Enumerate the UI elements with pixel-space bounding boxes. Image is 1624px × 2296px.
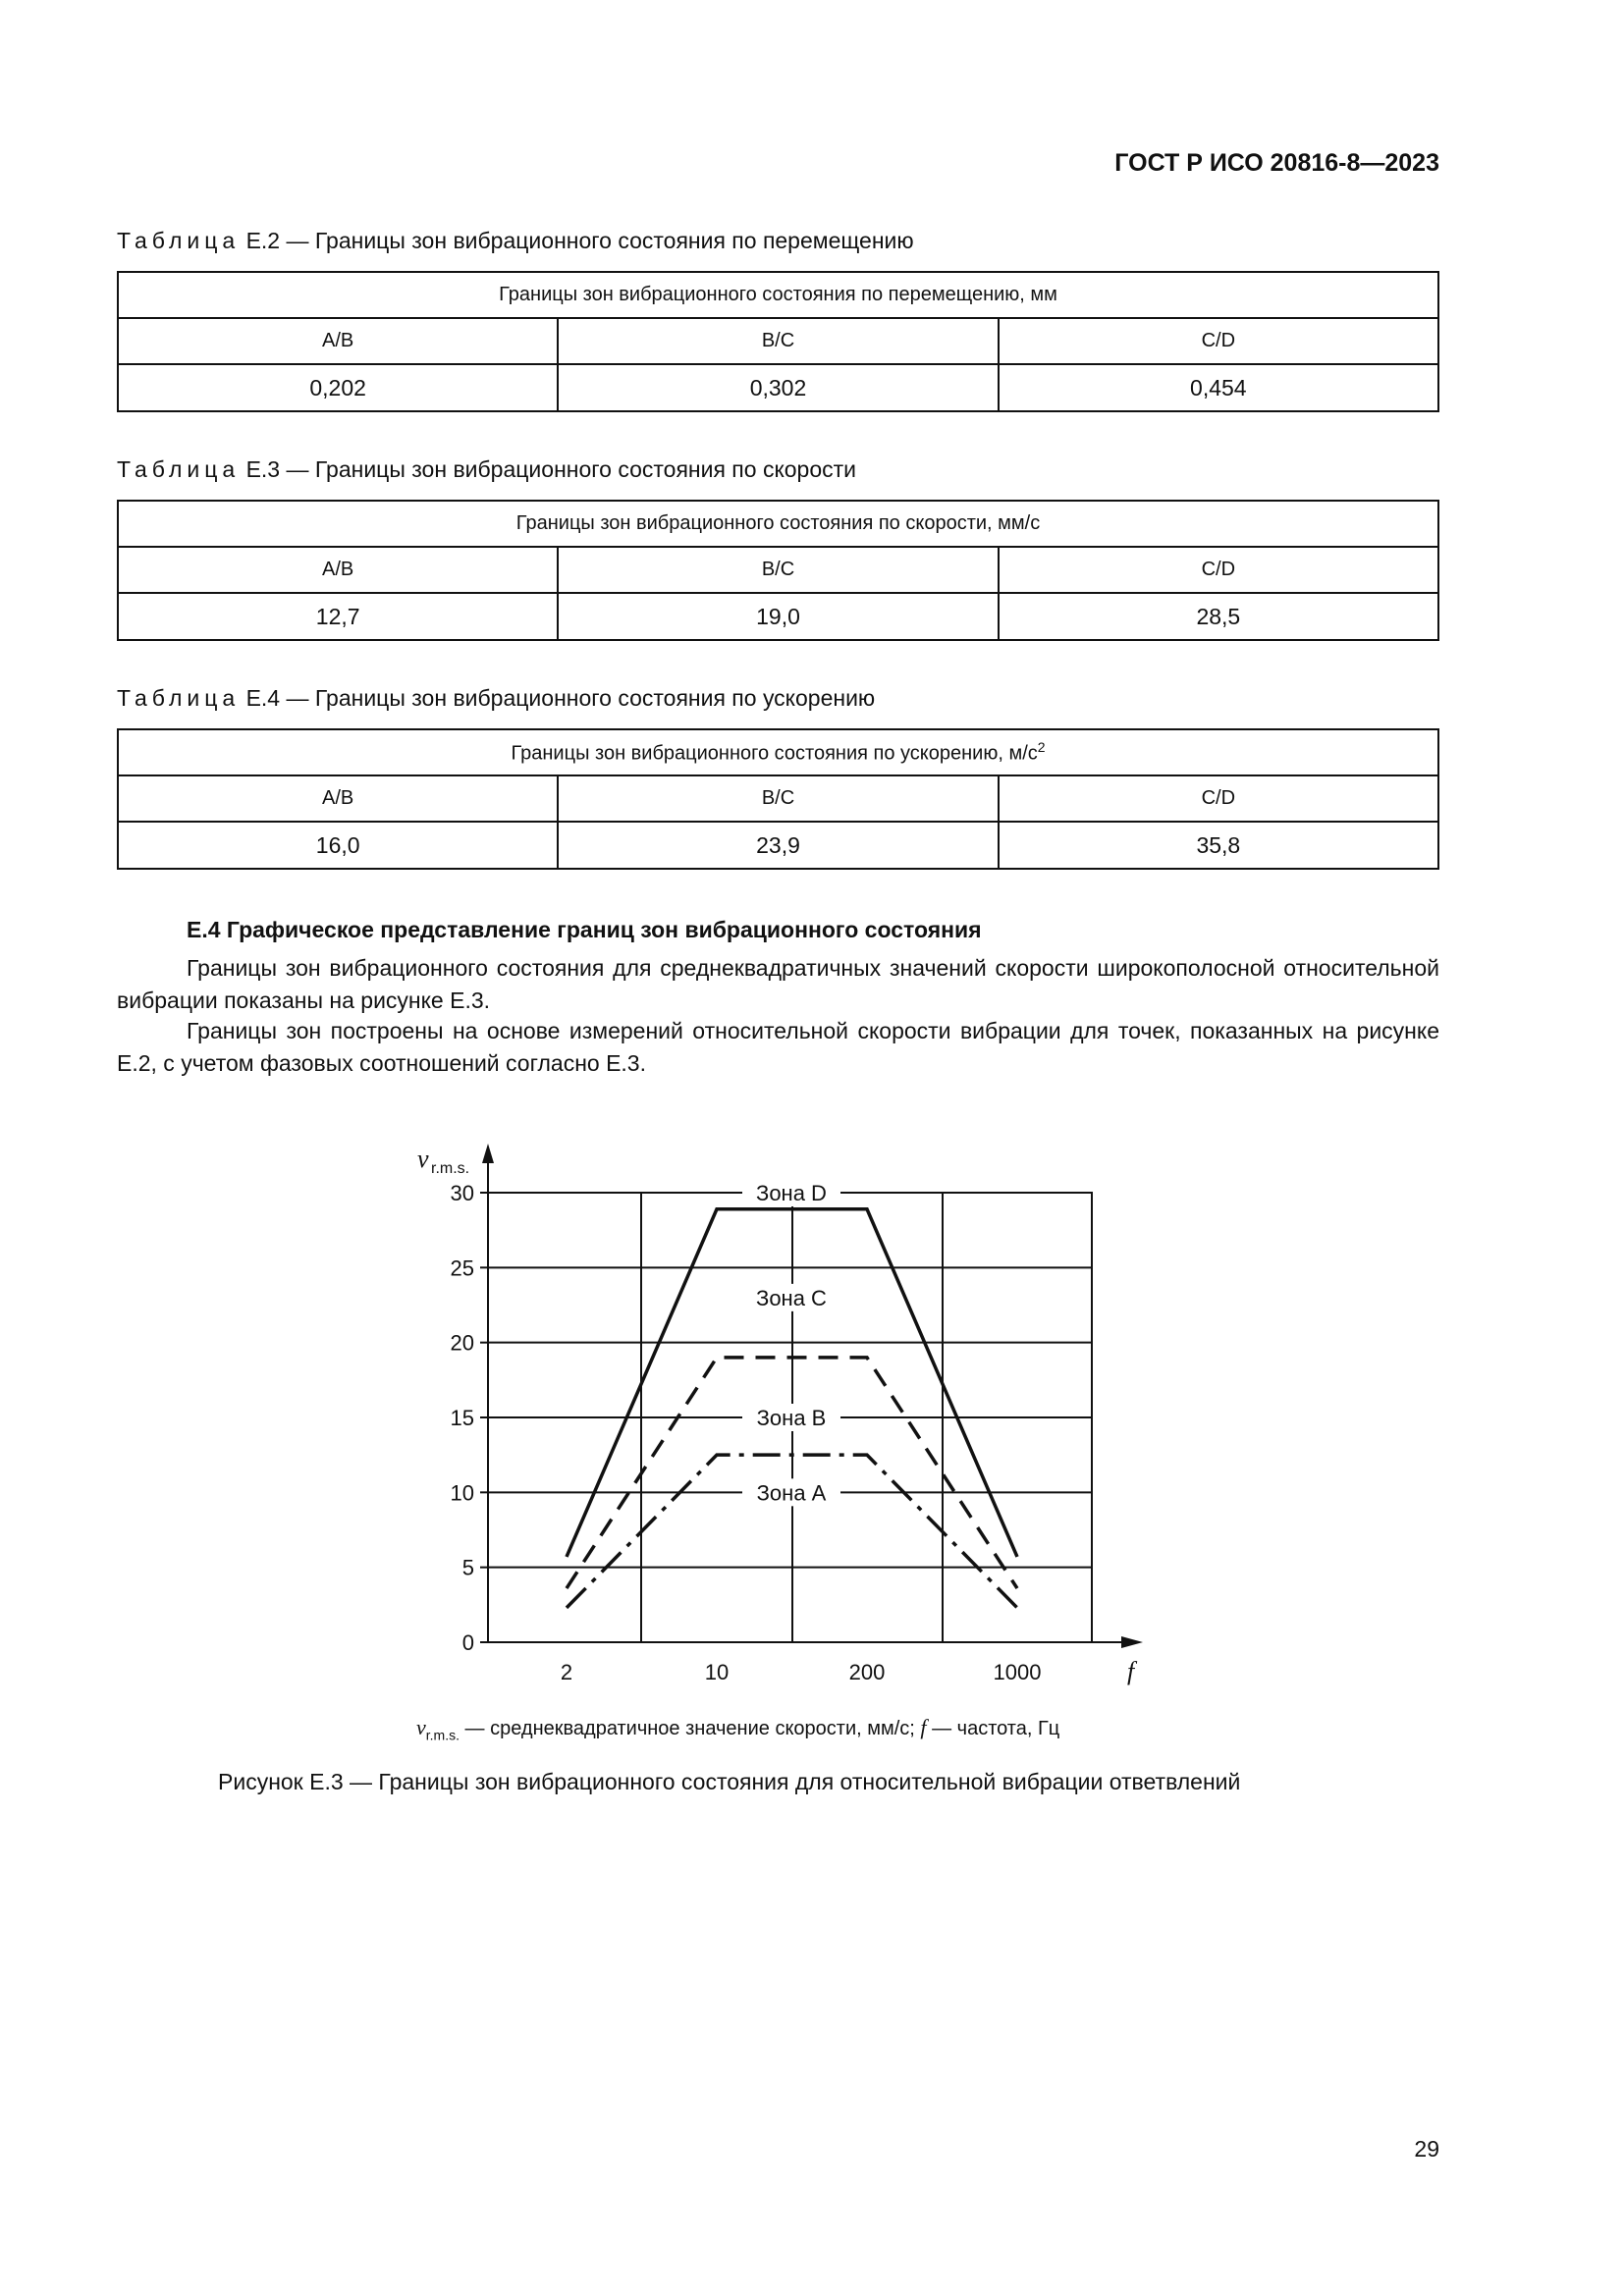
table-title: Границы зон вибрационного состояния по ускорению, $м/с^2$	[118, 729, 1438, 775]
figure-caption: Рисунок Е.3 — Границы зон вибрационного состояния для относительной вибрации ответвлений	[218, 1769, 1241, 1794]
section-heading: Е.4 Графическое представление границ зон вибрационного состояния	[187, 917, 982, 942]
paragraph: Границы зон построены на основе измерений относительной скорости вибрации для точек, показанных на рисунке Е.2, с учетом фазовых соотношений согласно Е.3.	[117, 1018, 1439, 1076]
column-header: C/D	[999, 775, 1438, 822]
y-tick-label: 5	[461, 1555, 474, 1580]
x-axis-label: f	[1127, 1657, 1135, 1685]
y-tick-label: 25	[450, 1255, 474, 1281]
y-axis-arrow	[482, 1144, 494, 1163]
zone-label: Зона С	[756, 1285, 827, 1310]
x-tick-label: 2	[560, 1660, 573, 1684]
table-caption: Таблица Е.3 — Границы зон вибрационного состояния по скорости	[117, 456, 857, 482]
table-cell: 19,0	[558, 593, 998, 640]
column-header: A/B	[118, 547, 558, 593]
table-cell: 0,454	[999, 364, 1438, 411]
y-axis-label-sub: r.m.s.	[431, 1160, 470, 1177]
zone-label: Зона D	[756, 1181, 827, 1205]
x-tick-label: 200	[848, 1660, 886, 1684]
column-header: A/B	[118, 775, 558, 822]
table-cell: 35,8	[999, 822, 1438, 869]
column-header: A/B	[118, 318, 558, 364]
table-title: Границы зон вибрационного состояния по скорости, мм/с	[118, 501, 1438, 547]
x-tick-label: 1000	[993, 1660, 1042, 1684]
y-tick-label: 10	[450, 1480, 474, 1506]
x-axis-arrow	[1121, 1636, 1143, 1648]
standard-code: ГОСТ Р ИСО 20816-8—2023	[1114, 149, 1439, 177]
x-tick-label: 10	[704, 1660, 730, 1684]
y-axis-label: v	[417, 1145, 429, 1173]
y-tick-label: 30	[450, 1181, 474, 1205]
table-caption: Таблица Е.4 — Границы зон вибрационного состояния по ускорению	[117, 685, 876, 711]
zone-label: Зона В	[756, 1406, 827, 1430]
figure-legend: $v_{r.m.s.}$ — среднеквадратичное значение скорости, мм/с; f — частота, Гц	[416, 1715, 1060, 1743]
table-cell: 0,202	[118, 364, 558, 411]
page-number: 29	[1414, 2136, 1439, 2162]
column-header: B/C	[558, 775, 998, 822]
table-cell: 0,302	[558, 364, 998, 411]
y-tick-label: 15	[450, 1406, 474, 1430]
column-header: C/D	[999, 547, 1438, 593]
table-cell: 16,0	[118, 822, 558, 869]
table-cell: 28,5	[999, 593, 1438, 640]
table-cell: 23,9	[558, 822, 998, 869]
table-acceleration	[117, 728, 1439, 870]
zone-label: Зона А	[756, 1480, 827, 1506]
table-displacement	[117, 271, 1439, 412]
table-caption: Таблица Е.2 — Границы зон вибрационного состояния по перемещению	[117, 228, 914, 253]
table-cell: 12,7	[118, 593, 558, 640]
paragraph: Границы зон вибрационного состояния для среднеквадратичных значений скорости широкополосной относительной вибрации показаны на рисунке Е.3.	[117, 955, 1439, 1013]
column-header: C/D	[999, 318, 1438, 364]
table-velocity	[117, 500, 1439, 641]
y-tick-label: 20	[450, 1330, 474, 1356]
column-header: B/C	[558, 318, 998, 364]
y-tick-label: 0	[461, 1630, 474, 1655]
vibration-zone-chart	[393, 1129, 1178, 1698]
column-header: B/C	[558, 547, 998, 593]
table-title: Границы зон вибрационного состояния по перемещению, мм	[118, 272, 1438, 318]
